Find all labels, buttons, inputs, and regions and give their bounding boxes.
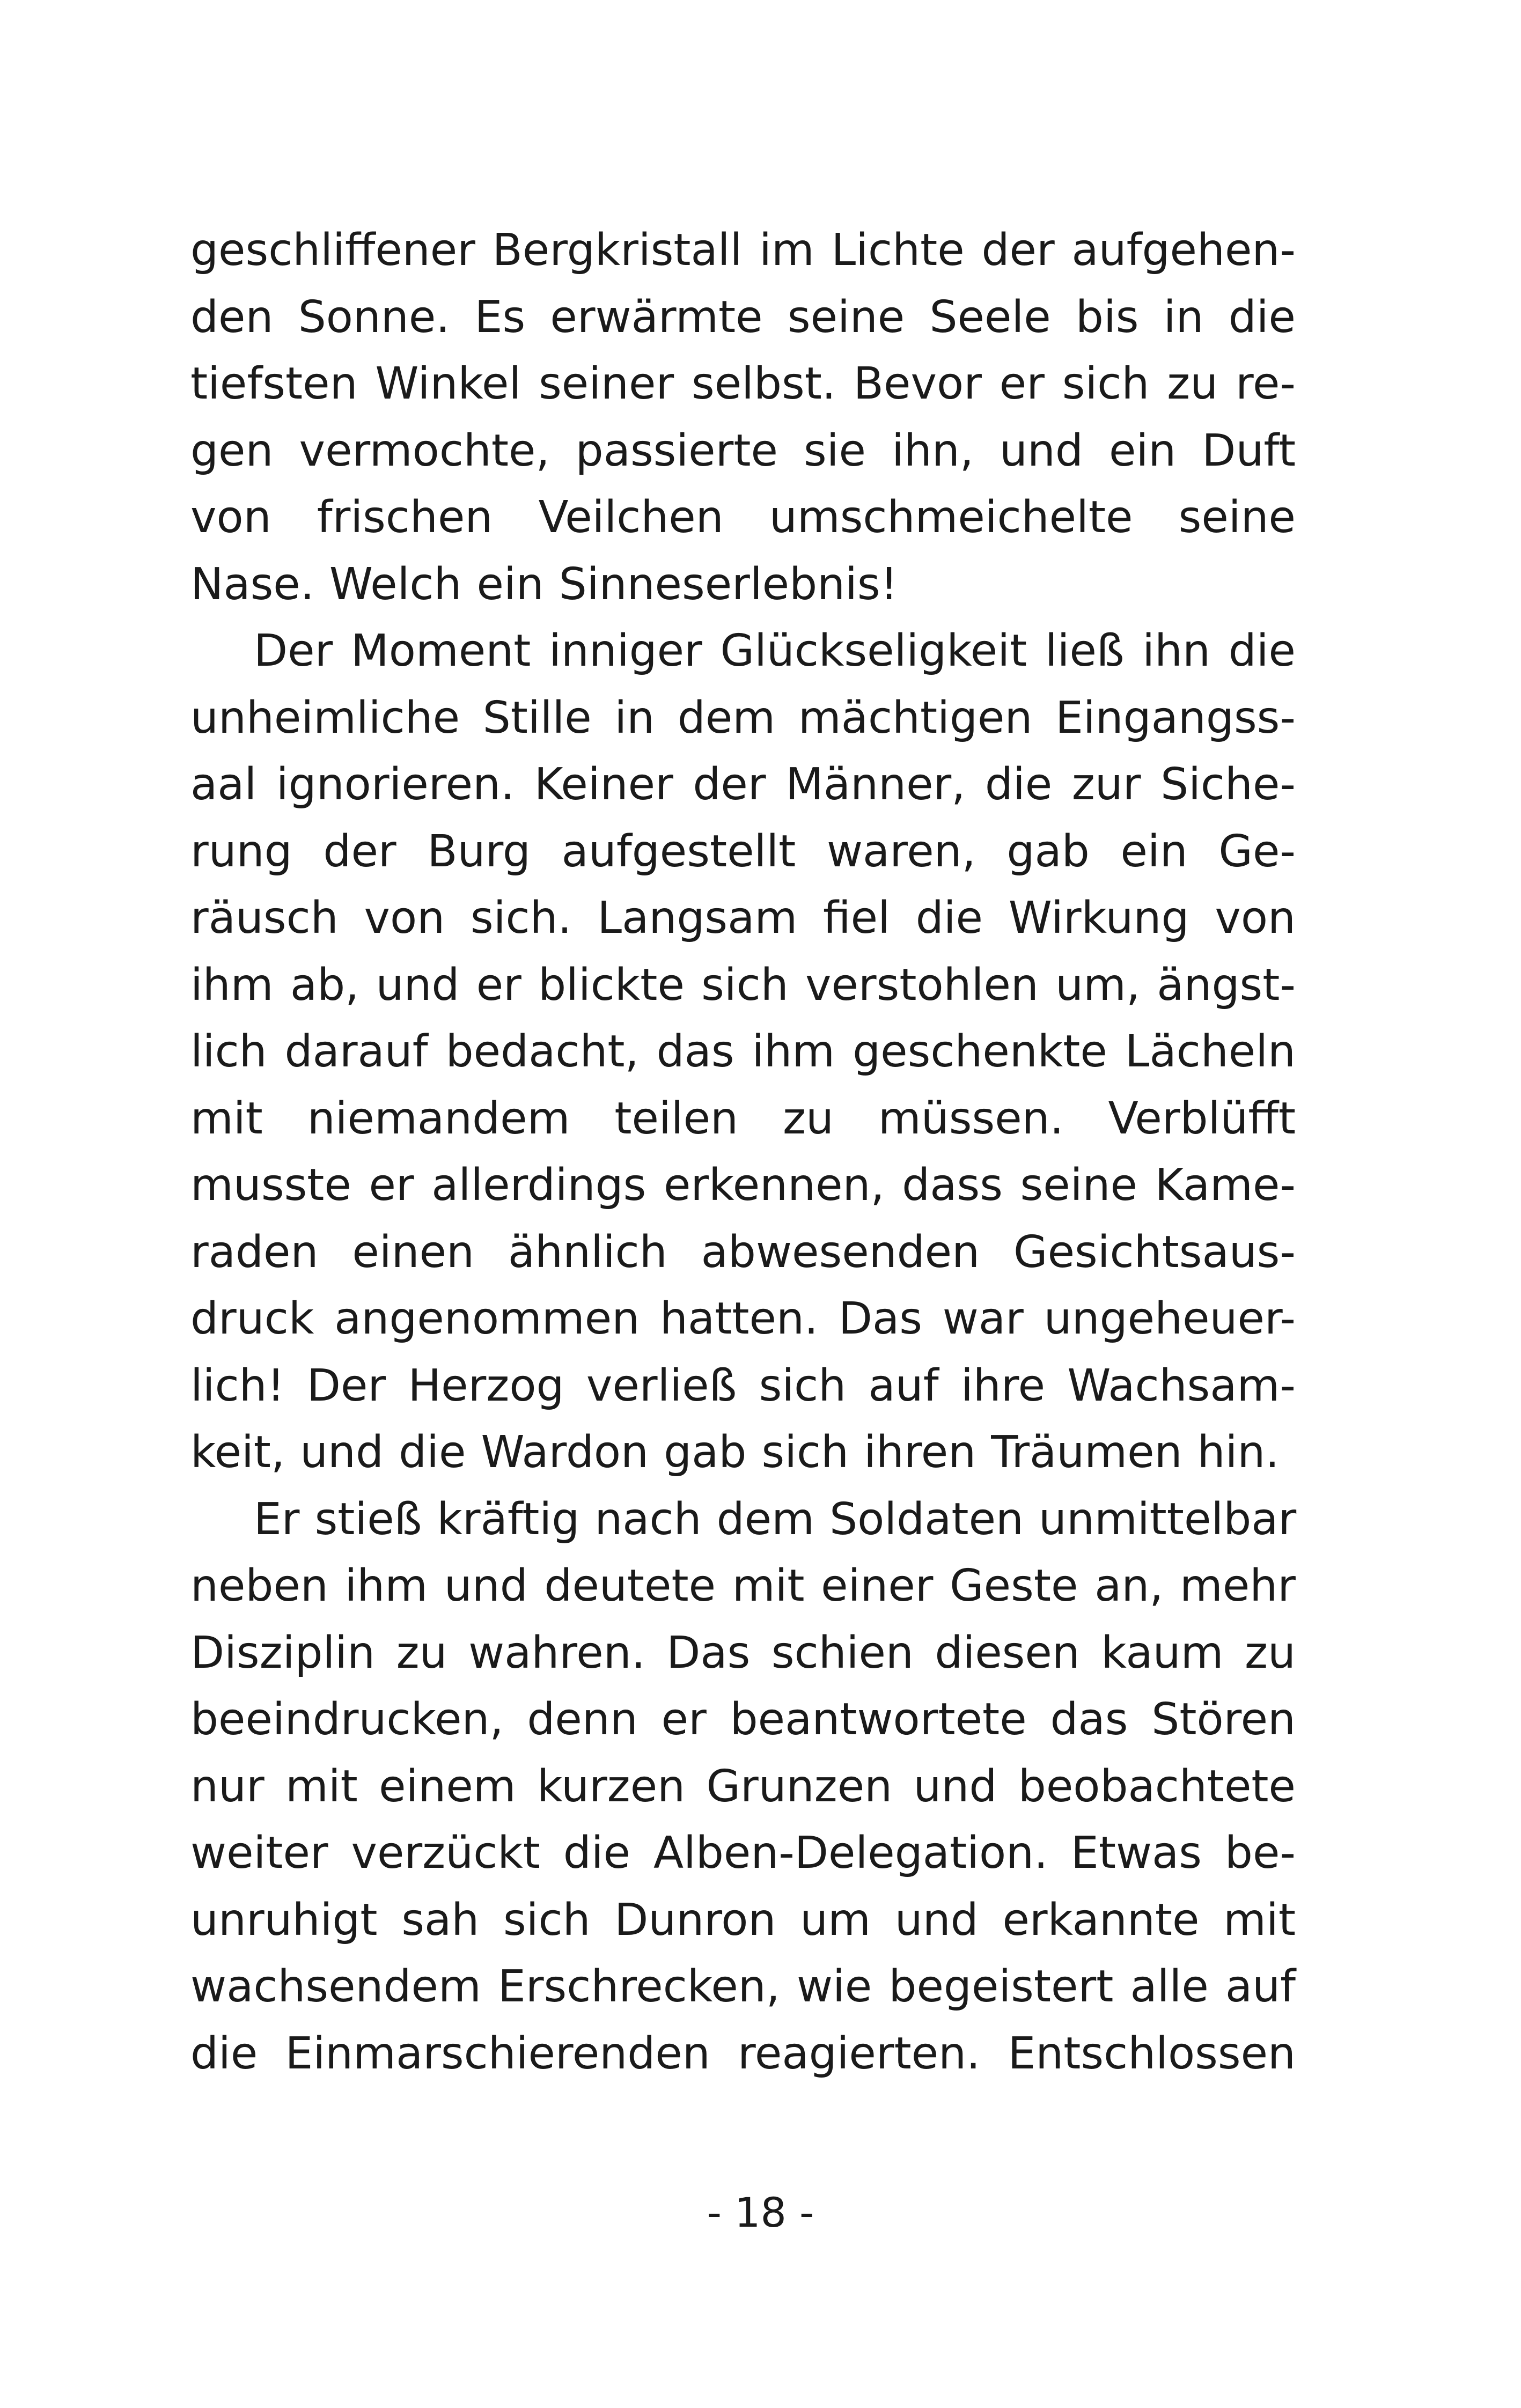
page-number: - 18 - — [707, 2189, 814, 2236]
body-text — [190, 217, 1296, 2087]
text-line: von frischen Veilchen umschmeichelte seine — [190, 492, 1296, 543]
text-line: rung der Burg aufgestellt waren, gab ein Ge- — [190, 826, 1296, 877]
text-line: Disziplin zu wahren. Das schien diesen kaum zu — [190, 1627, 1296, 1678]
text-line: nur mit einem kurzen Grunzen und beobachtete — [190, 1761, 1296, 1812]
text-line: Er stieß kräftig nach dem Soldaten unmittelbar — [254, 1493, 1297, 1545]
text-line: raden einen ähnlich abwesenden Gesichtsaus- — [190, 1226, 1296, 1278]
text-line: mit niemandem teilen zu müssen. Verblüfft — [190, 1093, 1296, 1144]
text-line: lich darauf bedacht, das ihm geschenkte Lächeln — [190, 1026, 1296, 1077]
text-line: wachsendem Erschrecken, wie begeistert alle auf — [190, 1961, 1296, 2012]
text-line: tiefsten Winkel seiner selbst. Bevor er sich zu re- — [190, 358, 1296, 409]
text-line: unruhigt sah sich Dunron um und erkannte mit — [190, 1894, 1296, 1946]
text-line: geschliffener Bergkristall im Lichte der aufgehen- — [190, 225, 1296, 276]
text-line: lich! Der Herzog verließ sich auf ihre Wachsam- — [190, 1360, 1296, 1411]
text-line: ihm ab, und er blickte sich verstohlen um, ängst- — [190, 959, 1296, 1011]
paragraph — [190, 217, 1296, 618]
text-line: musste er allerdings erkennen, dass seine Kame- — [190, 1160, 1296, 1211]
text-line: Nase. Welch ein Sinneserlebnis! — [190, 558, 898, 610]
text-line: weiter verzückt die Alben-Delegation. Etwas be- — [190, 1828, 1296, 1879]
text-line: Der Moment inniger Glückseligkeit ließ ihn die — [254, 625, 1296, 676]
text-line: beeindrucken, denn er beantwortete das Stören — [190, 1694, 1296, 1745]
text-line: unheimliche Stille in dem mächtigen Eingangss- — [190, 692, 1296, 743]
text-line: den Sonne. Es erwärmte seine Seele bis in die — [190, 291, 1296, 343]
text-line: neben ihm und deutete mit einer Geste an, mehr — [190, 1560, 1296, 1611]
text-line: räusch von sich. Langsam fiel die Wirkung von — [190, 893, 1296, 944]
paragraph — [190, 618, 1296, 1486]
text-line: keit, und die Wardon gab sich ihren Träumen hin. — [190, 1427, 1280, 1478]
text-line: aal ignorieren. Keiner der Männer, die zur Siche- — [190, 759, 1296, 810]
text-line: gen vermochte, passierte sie ihn, und ein Duft — [190, 425, 1296, 476]
paragraph — [190, 1486, 1296, 2088]
text-line: die Einmarschierenden reagierten. Entschlossen — [190, 2028, 1296, 2079]
text-line: druck angenommen hatten. Das war ungeheuer- — [190, 1293, 1296, 1344]
